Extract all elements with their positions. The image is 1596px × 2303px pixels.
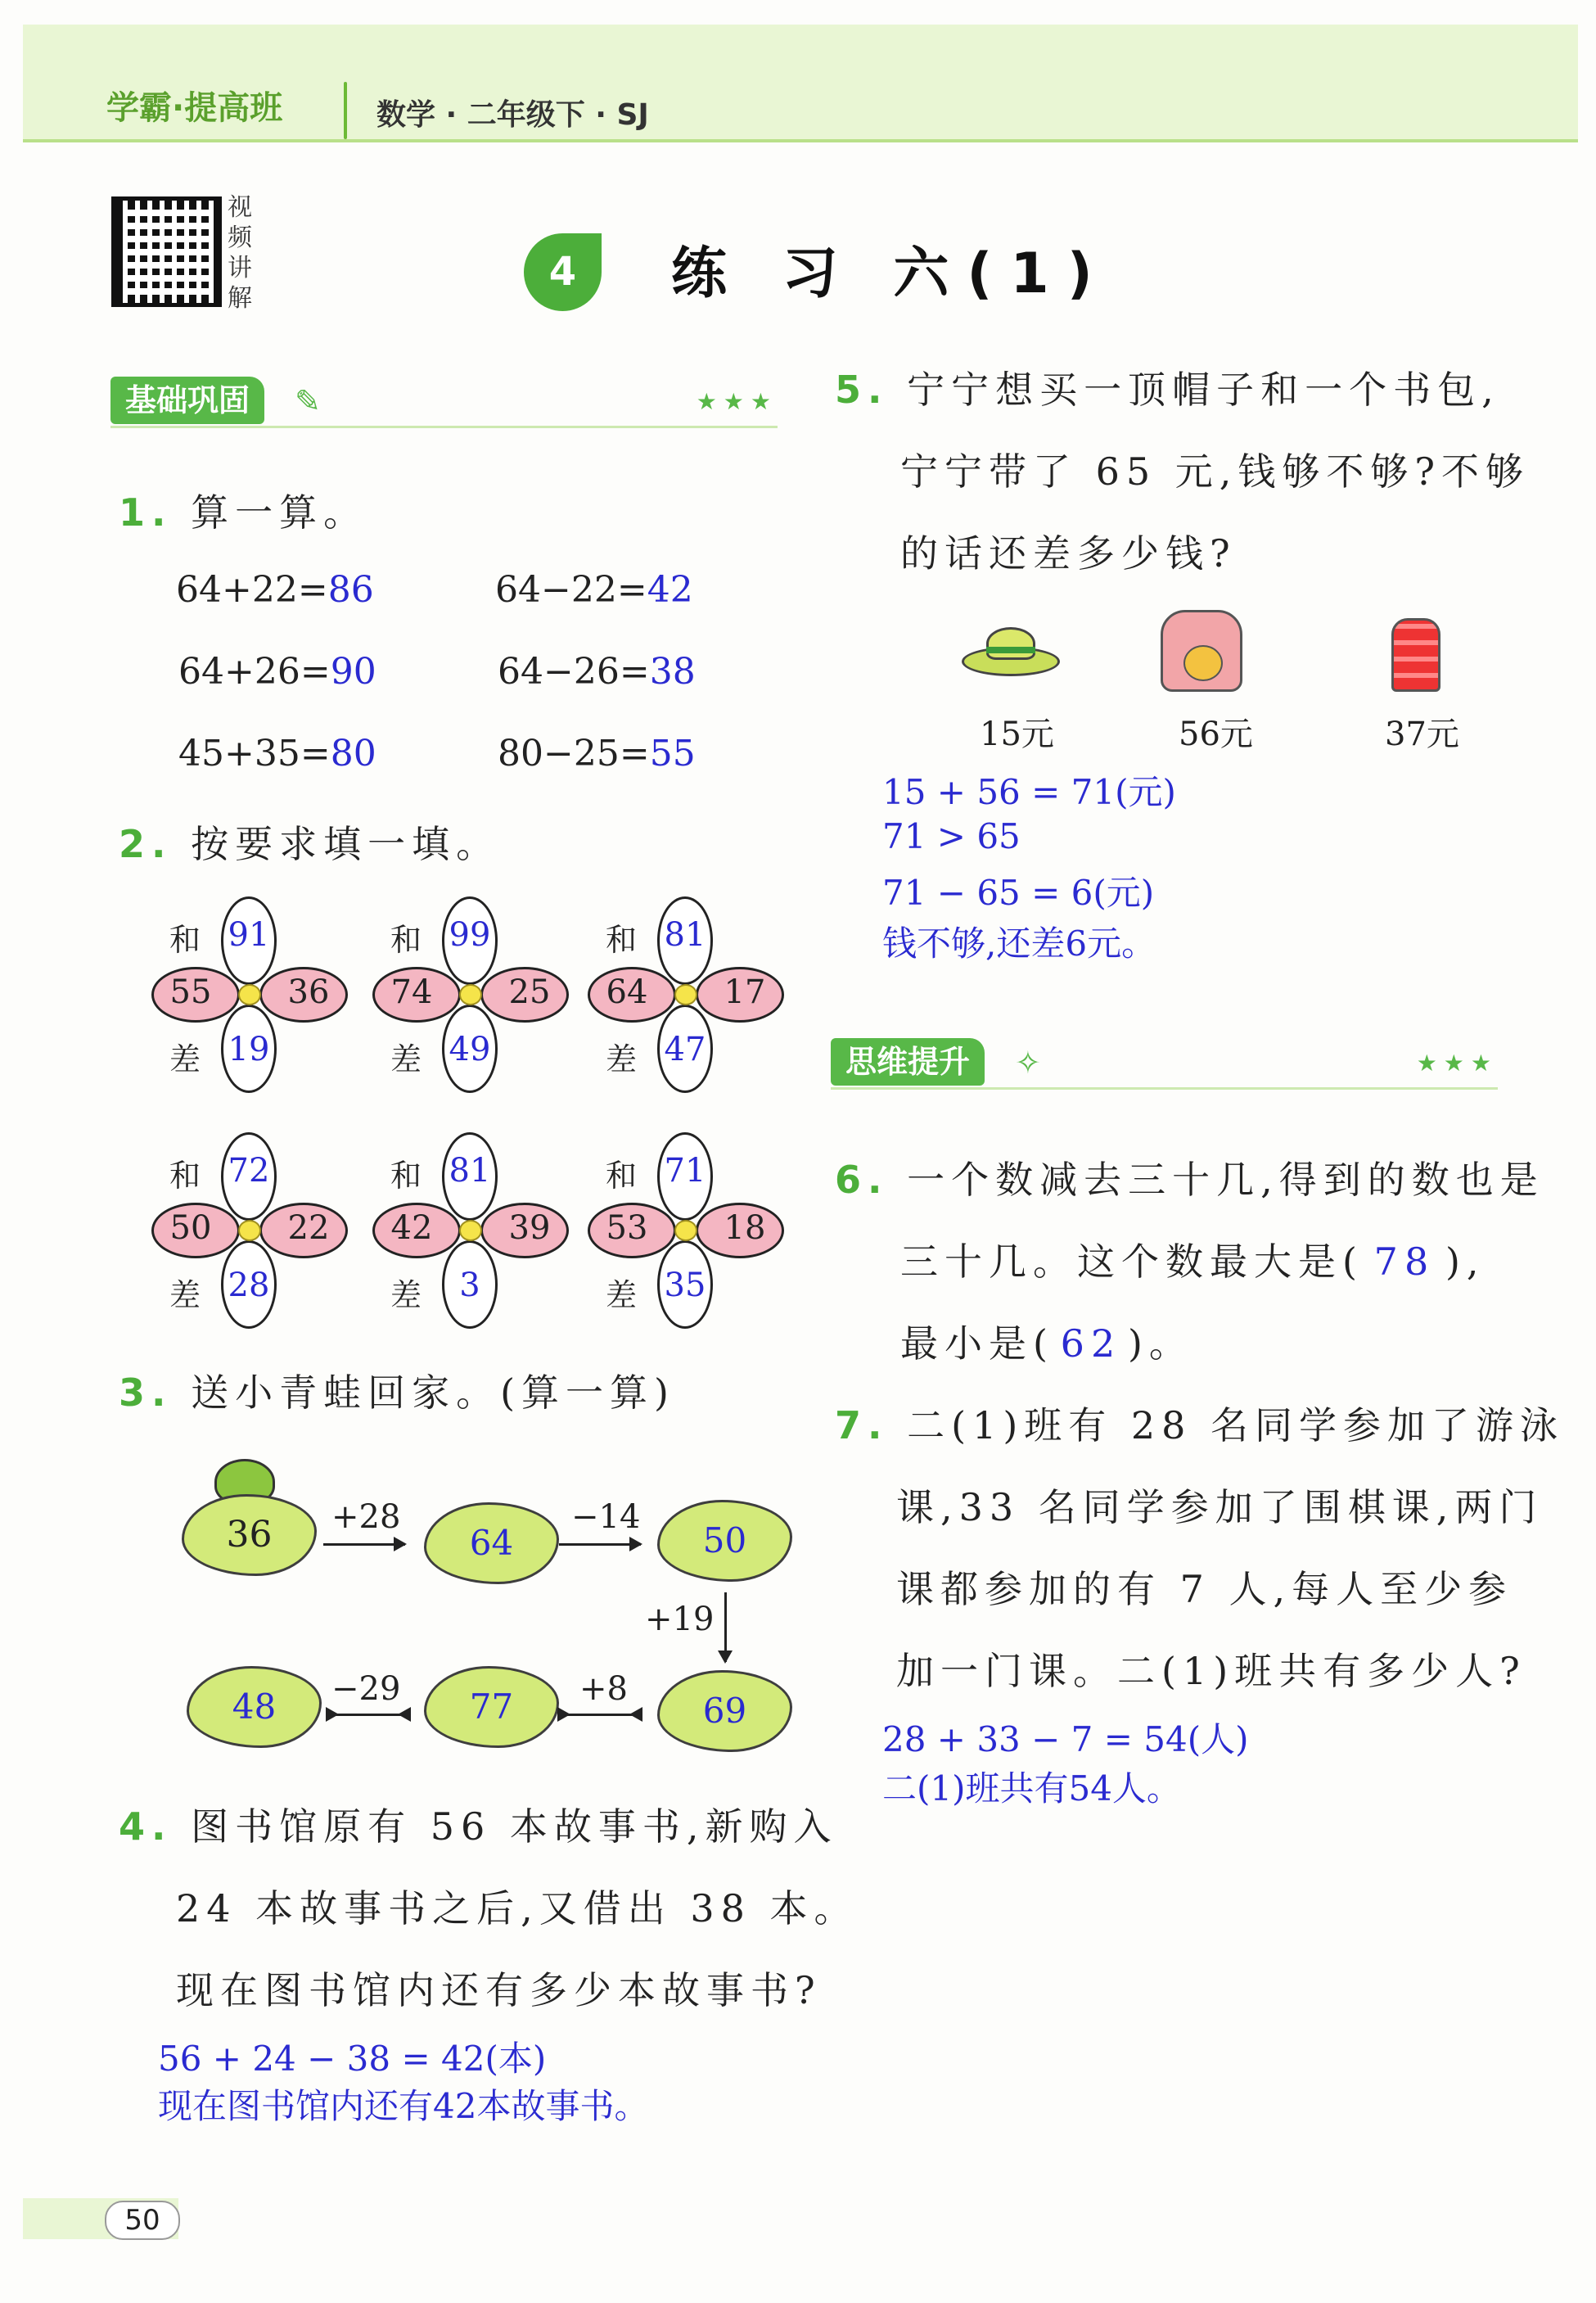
- number-flower: [588, 896, 784, 1093]
- number-flower: [588, 1132, 784, 1329]
- sum-label: 和: [606, 1158, 638, 1194]
- sum-label: 和: [169, 1158, 201, 1194]
- number-flower: [151, 896, 348, 1093]
- sum-value: 71: [664, 1152, 706, 1190]
- header-divider: [344, 82, 347, 139]
- answer-line: 二(1)班共有54人。: [882, 1768, 1181, 1809]
- operation-label: −14: [571, 1498, 641, 1536]
- right-value: 25: [508, 973, 551, 1011]
- diff-label: 差: [606, 1041, 638, 1077]
- sum-value: 99: [449, 916, 491, 954]
- diff-value: 35: [664, 1267, 706, 1304]
- diff-label: 差: [390, 1277, 422, 1313]
- right-value: 17: [724, 973, 766, 1011]
- header-rule: [23, 139, 1578, 142]
- left-value: 53: [606, 1209, 648, 1247]
- question-6-line: 三十几。这个数最大是( 78 ),: [900, 1240, 1486, 1284]
- question-7-line: 课,33 名同学参加了围棋课,两门: [896, 1485, 1544, 1529]
- flower-center: [459, 1220, 482, 1241]
- operation-label: +28: [331, 1498, 401, 1536]
- left-value: 55: [169, 973, 212, 1011]
- question-5: 5. 宁宁想买一顶帽子和一个书包,: [835, 368, 1500, 412]
- flower-center: [674, 984, 697, 1005]
- lily-pad: 77: [424, 1666, 559, 1748]
- question-7: 7. 二(1)班有 28 名同学参加了游泳: [835, 1403, 1565, 1447]
- sum-label: 和: [390, 1158, 422, 1194]
- price-label: 37元: [1385, 716, 1459, 753]
- page-number: 50: [105, 2201, 180, 2240]
- answer-max: 78: [1373, 1240, 1436, 1284]
- question-3: 3. 送小青蛙回家。(算一算): [119, 1371, 676, 1415]
- sum-value: 91: [228, 916, 270, 954]
- sum-label: 和: [169, 922, 201, 958]
- backpack-icon: [1161, 610, 1242, 692]
- arrow-left-icon: [559, 1714, 641, 1716]
- diff-value: 28: [228, 1267, 270, 1304]
- diff-value: 19: [228, 1031, 270, 1068]
- answer-line: 现在图书馆内还有42本故事书。: [158, 2086, 649, 2126]
- sum-value: 81: [664, 916, 706, 954]
- equation: 45+35=80: [178, 733, 376, 774]
- lily-pad: 64: [424, 1502, 559, 1584]
- answer-min: 62: [1060, 1321, 1122, 1366]
- left-value: 64: [606, 973, 648, 1011]
- number-flower: [151, 1132, 348, 1329]
- question-4: 4. 图书馆原有 56 本故事书,新购入: [119, 1804, 838, 1849]
- unit-badge: 4: [524, 233, 602, 311]
- price-label: 56元: [1179, 716, 1253, 753]
- question-7-line: 课都参加的有 7 人,每人至少参: [896, 1567, 1513, 1611]
- right-value: 36: [287, 973, 330, 1011]
- equation: 80−25=55: [498, 733, 696, 774]
- hat-icon: [962, 622, 1060, 680]
- operation-label: −29: [331, 1670, 401, 1708]
- right-value: 39: [508, 1209, 551, 1247]
- arrow-right-icon: [323, 1543, 405, 1546]
- flower-center: [238, 1220, 261, 1241]
- operation-label: +19: [645, 1601, 715, 1638]
- question-7-line: 加一门课。二(1)班共有多少人?: [896, 1649, 1526, 1693]
- question-4-line: 24 本故事书之后,又借出 38 本。: [176, 1886, 859, 1930]
- answer-line: 15 + 56 = 71(元): [882, 772, 1176, 812]
- sum-label: 和: [606, 922, 638, 958]
- answer-line: 71 − 65 = 6(元): [882, 873, 1155, 913]
- answer-line: 钱不够,还差6元。: [882, 923, 1156, 964]
- diff-value: 47: [664, 1031, 706, 1068]
- qr-label: 视 频 讲 解: [228, 193, 252, 313]
- question-5-line: 宁宁带了 65 元,钱够不够?不够: [900, 449, 1531, 494]
- diff-label: 差: [169, 1041, 201, 1077]
- section-thinking-label: 思维提升: [831, 1038, 985, 1086]
- right-value: 18: [724, 1209, 766, 1247]
- difficulty-stars: ★★★: [1416, 1050, 1498, 1077]
- difficulty-stars: ★★★: [696, 388, 778, 415]
- flower-center: [459, 984, 482, 1005]
- lily-pad-start: 36: [182, 1494, 317, 1576]
- section-basic-label: 基础巩固: [110, 377, 264, 424]
- arrow-left-icon: [327, 1714, 409, 1716]
- flower-center: [238, 984, 261, 1005]
- sum-label: 和: [390, 922, 422, 958]
- scarf-icon: [1391, 618, 1440, 692]
- section-basic: [110, 377, 778, 428]
- diff-label: 差: [390, 1041, 422, 1077]
- sparkle-icon: ✧: [1015, 1045, 1041, 1081]
- left-value: 50: [169, 1209, 212, 1247]
- diff-label: 差: [606, 1277, 638, 1313]
- question-6-line: 最小是( 62 )。: [900, 1321, 1193, 1366]
- page-title: 练 习 六(1): [671, 242, 1111, 306]
- right-value: 22: [287, 1209, 330, 1247]
- subject-label: 数学 · 二年级下 · SJ: [376, 98, 649, 132]
- pencil-icon: ✎: [295, 383, 321, 419]
- number-flower: [372, 896, 569, 1093]
- left-value: 42: [390, 1209, 433, 1247]
- diff-value: 49: [449, 1031, 491, 1068]
- equation: 64+26=90: [178, 651, 376, 693]
- answer-line: 56 + 24 − 38 = 42(本): [158, 2039, 547, 2079]
- equation: 64−26=38: [498, 651, 696, 693]
- flower-center: [674, 1220, 697, 1241]
- lily-pad: 50: [657, 1500, 792, 1582]
- question-5-line: 的话还差多少钱?: [900, 531, 1237, 576]
- sum-value: 72: [228, 1152, 270, 1190]
- left-value: 74: [390, 973, 433, 1011]
- section-thinking: [831, 1038, 1498, 1090]
- qr-code-icon[interactable]: [111, 196, 222, 307]
- lily-pad-home: 48: [187, 1666, 322, 1748]
- lily-pad: 69: [657, 1670, 792, 1752]
- operation-label: +8: [579, 1670, 628, 1708]
- diff-value: 3: [459, 1267, 480, 1304]
- answer-line: 71 > 65: [882, 816, 1021, 856]
- equation: 64−22=42: [495, 569, 693, 611]
- question-1: 1. 算一算。: [119, 490, 368, 535]
- brand-title: 学霸·提高班: [106, 89, 283, 127]
- answer-line: 28 + 33 − 7 = 54(人): [882, 1719, 1249, 1759]
- arrow-down-icon: [724, 1592, 727, 1662]
- question-2: 2. 按要求填一填。: [119, 822, 501, 866]
- arrow-right-icon: [559, 1543, 641, 1546]
- question-4-line: 现在图书馆内还有多少本故事书?: [176, 1968, 822, 2012]
- diff-label: 差: [169, 1277, 201, 1313]
- number-flower: [372, 1132, 569, 1329]
- question-6: 6. 一个数减去三十几,得到的数也是: [835, 1158, 1544, 1202]
- price-label: 15元: [980, 716, 1054, 753]
- equation: 64+22=86: [176, 569, 374, 611]
- sum-value: 81: [449, 1152, 491, 1190]
